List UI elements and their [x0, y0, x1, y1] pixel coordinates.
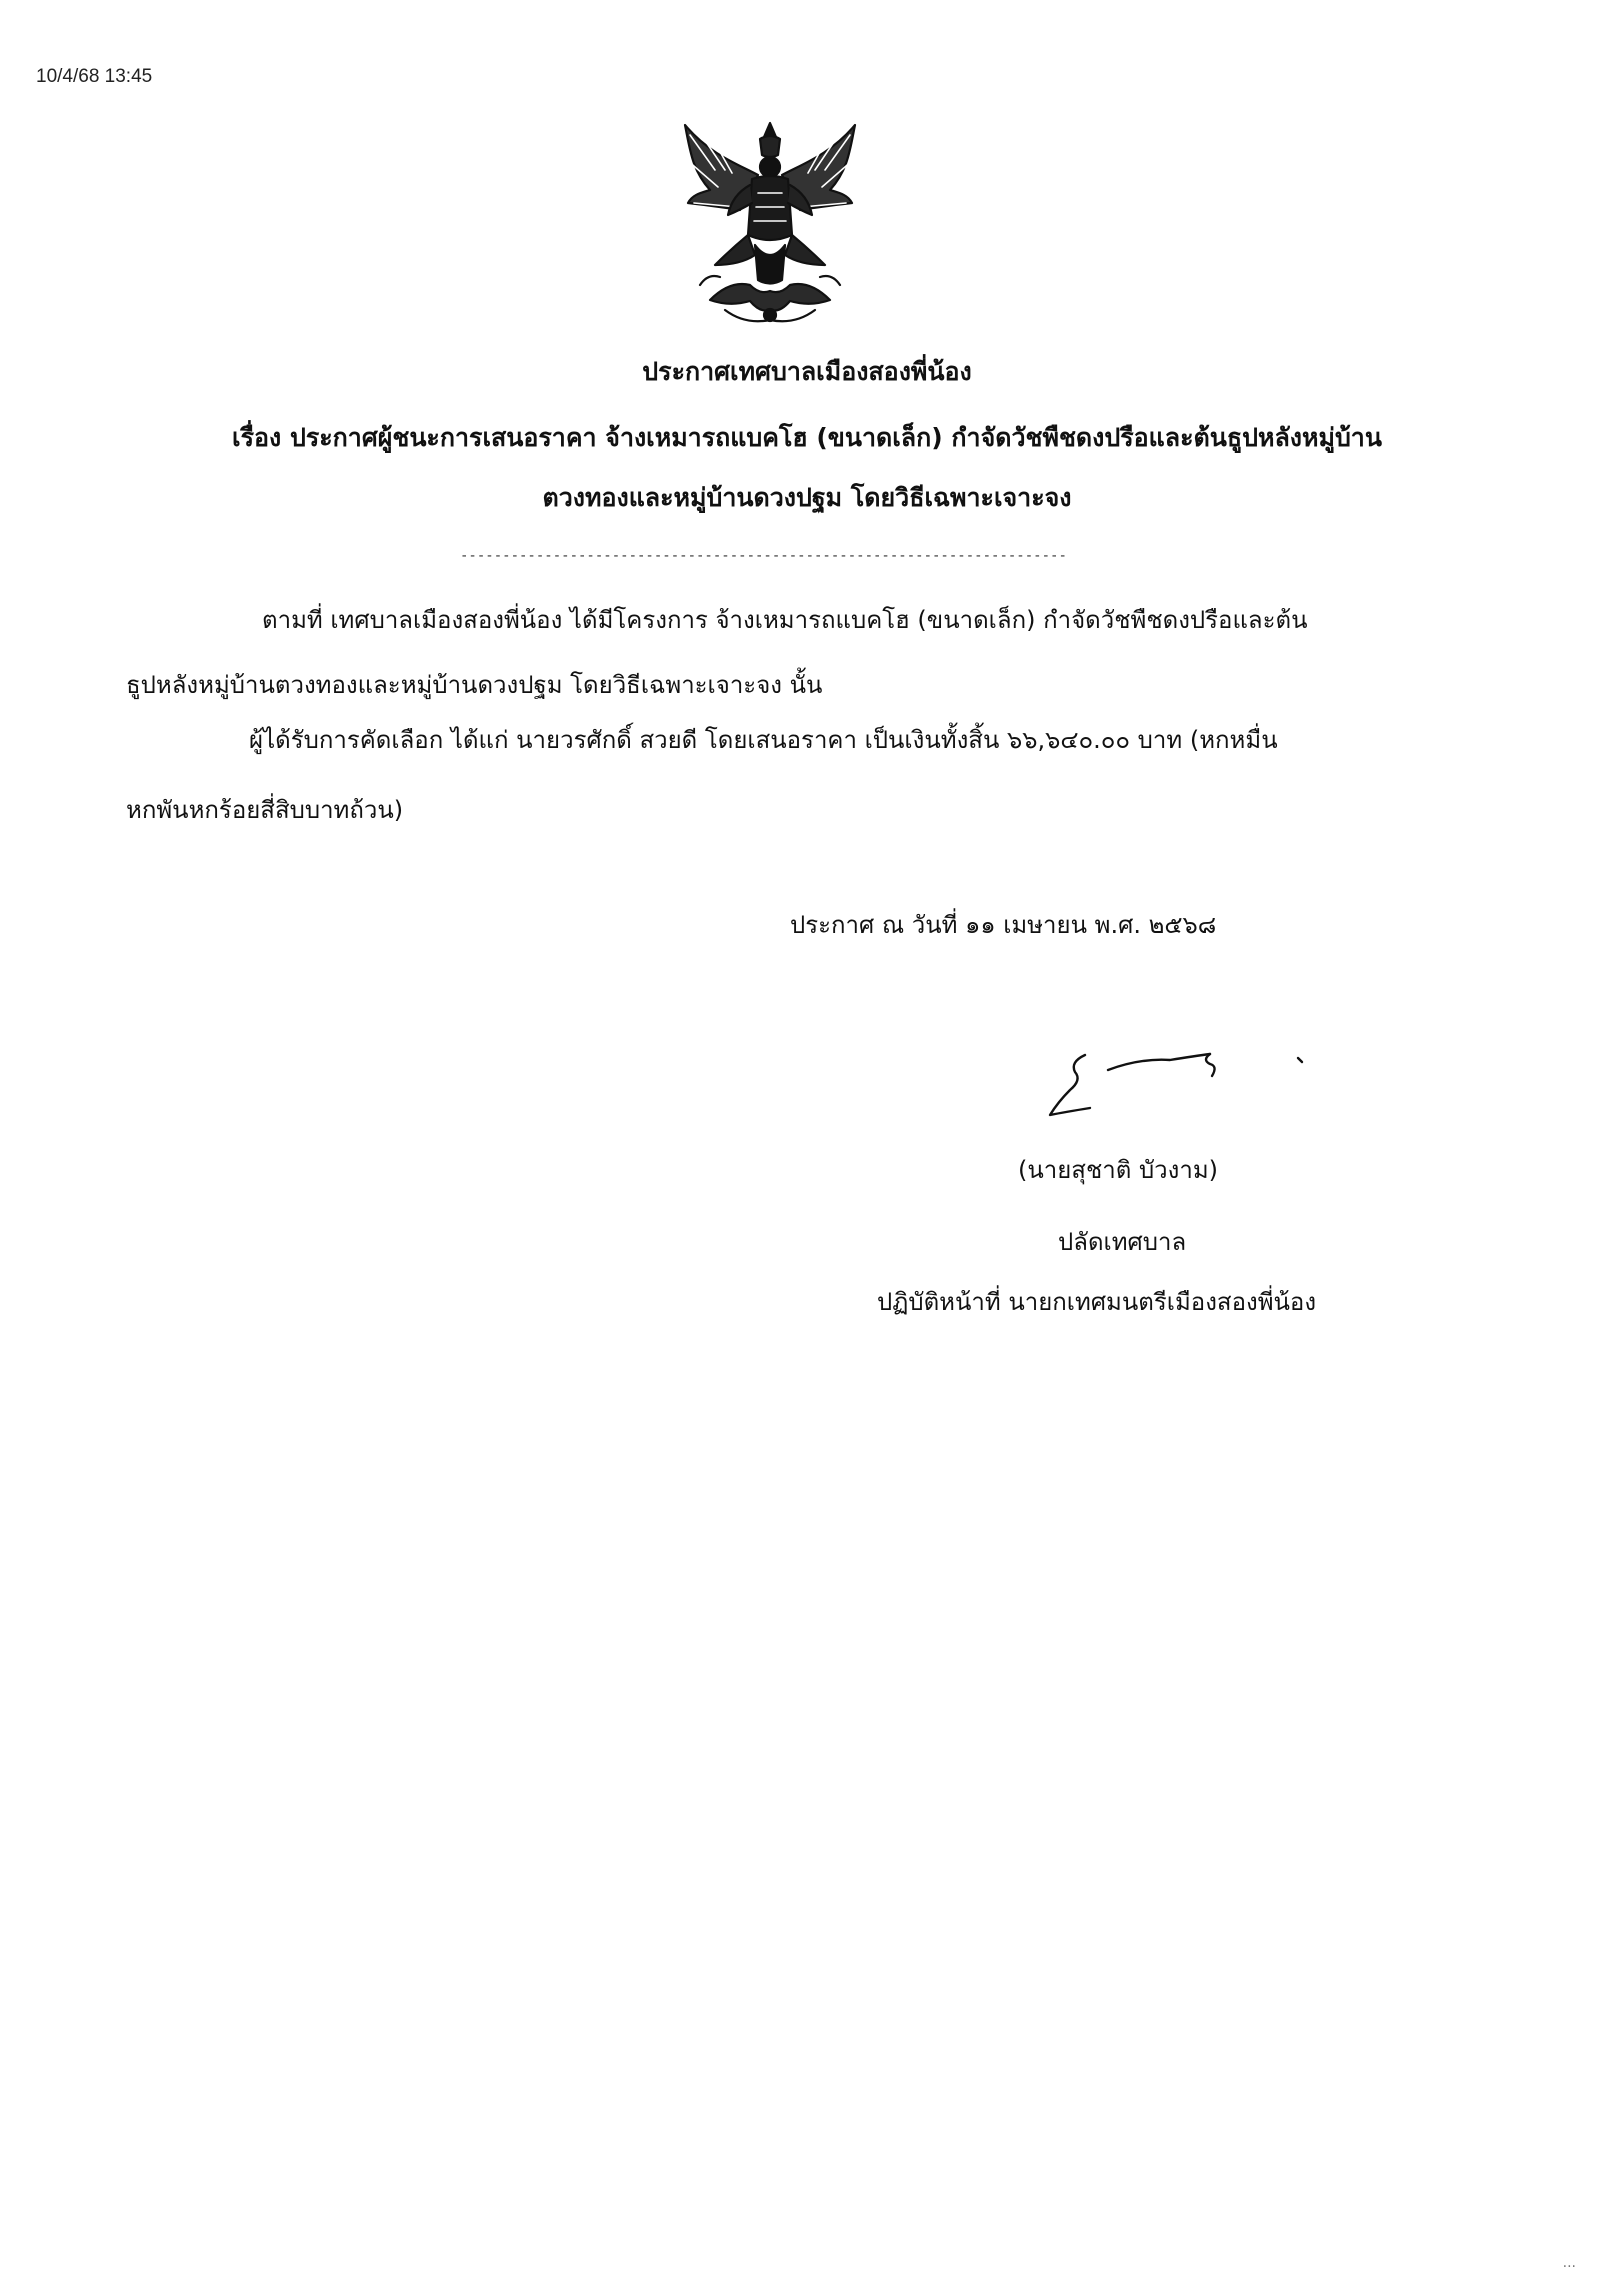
- garuda-emblem-icon: [670, 115, 870, 340]
- scan-timestamp: 10/4/68 13:45: [36, 66, 153, 87]
- signatory-position-1: ปลัดเทศบาล: [1058, 1228, 1187, 1256]
- announcement-date: ประกาศ ณ วันที่ ๑๑ เมษายน พ.ศ. ๒๕๖๘: [790, 911, 1217, 939]
- paragraph-1-line-2: ธูปหลังหมู่บ้านตวงทองและหมู่บ้านดวงปฐม โดยวิธีเฉพาะเจาะจง นั้น: [126, 671, 823, 699]
- subject-line-1: เรื่อง ประกาศผู้ชนะการเสนอราคา จ้างเหมารถแบคโฮ (ขนาดเล็ก) กำจัดวัชพืชดงปรือและต้นธูปหลังหมู่บ้าน: [232, 423, 1382, 452]
- announcement-title: ประกาศเทศบาลเมืองสองพี่น้อง: [642, 357, 972, 386]
- paragraph-2-line-2: หกพันหกร้อยสี่สิบบาทถ้วน): [126, 796, 404, 824]
- paragraph-2-line-1: ผู้ได้รับการคัดเลือก ได้แก่ นายวรศักดิ์ สวยดี โดยเสนอราคา เป็นเงินทั้งสิ้น ๖๖,๖๔๐.๐๐ บาท (หกหมื่น: [249, 726, 1278, 754]
- subject-line-2: ตวงทองและหมู่บ้านดวงปฐม โดยวิธีเฉพาะเจาะจง: [542, 483, 1072, 512]
- handwritten-signature-icon: [1020, 1020, 1340, 1140]
- signatory-position-2: ปฏิบัติหน้าที่ นายกเทศมนตรีเมืองสองพี่น้อง: [877, 1288, 1317, 1316]
- divider-line: ------------------------------------------------------------------------: [460, 548, 1067, 564]
- corner-mark: ...: [1562, 2255, 1576, 2271]
- signatory-name: (นายสุชาติ บัวงาม): [1018, 1156, 1219, 1184]
- paragraph-1-line-1: ตามที่ เทศบาลเมืองสองพี่น้อง ได้มีโครงการ จ้างเหมารถแบคโฮ (ขนาดเล็ก) กำจัดวัชพืชดงปรือและต้น: [262, 606, 1308, 634]
